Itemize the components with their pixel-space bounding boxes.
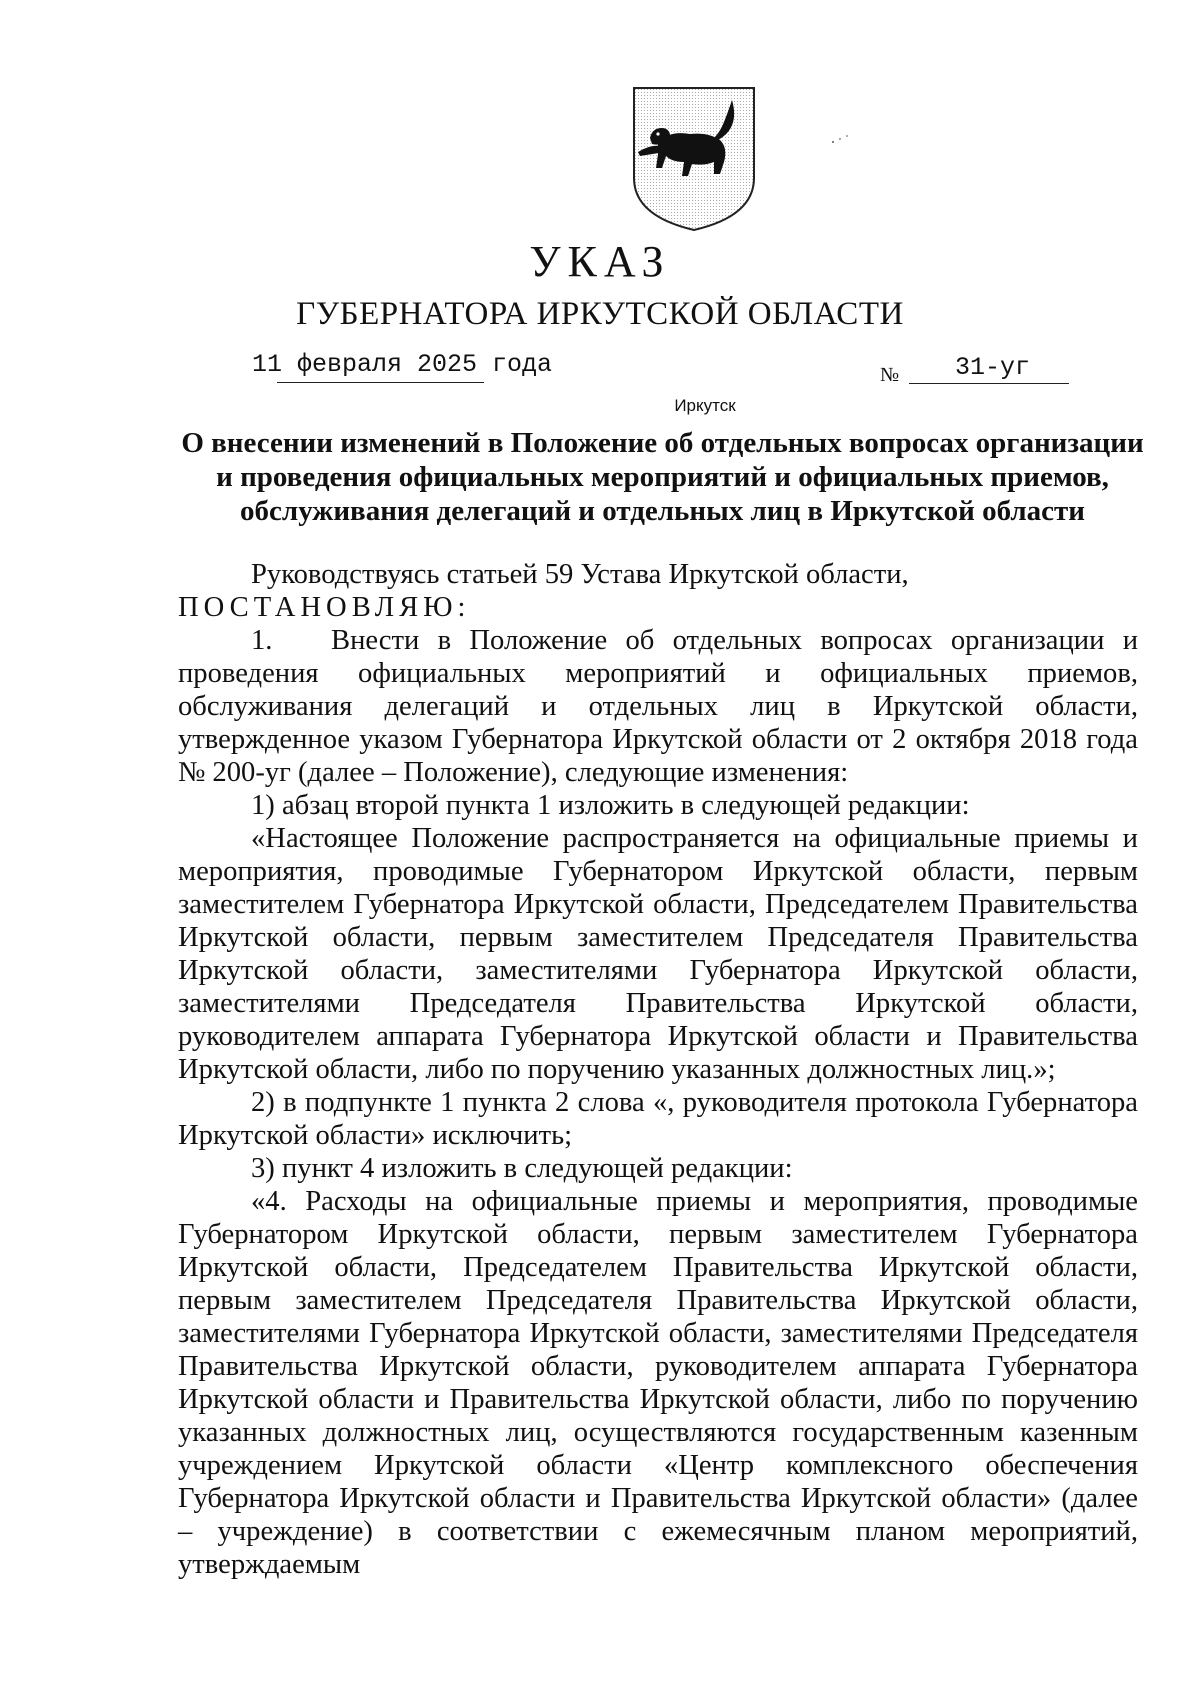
document-type-title: УКАЗ: [529, 237, 671, 286]
decree-body: [178, 558, 1138, 1581]
item-1-text: Внести в Положение об отдельных вопросах организации и проведения официальных мероприятий и официальных приемов, обслуживания делегаций и отдельных лиц в Иркутской области, утвержденное указом Губернатора Иркутской области от 2 октября 2018 года № 200-уг (далее – Положение), следующие изменения:: [178, 625, 1138, 788]
coat-of-arms-icon: [628, 82, 760, 234]
quote-2-paragraph: «4. Расходы на официальные приемы и мероприятия, проводимые Губернатором Иркутской области, первым заместителем Губернатора Иркутской области, Председателем Правительства Иркутской области, первым заместителем Председателя Правительства Иркутской области, заместителями Губернатора Иркутской области, заместителями Председателя Правительства Иркутской области, руководителем аппарата Губернатора Иркутской области и Правительства Иркутской области, либо по поручению указанных должностных лиц, осуществляются государственным казенным учреждением Иркутской области «Центр комплексного обеспечения Губернатора Иркутской области и Правительства Иркутской области» (далее – учреждение) в соответствии с ежемесячным планом мероприятий, утверждаемым: [178, 1186, 1138, 1580]
decree-date: 11 февраля 2025 года: [252, 350, 553, 379]
subitem-3-paragraph: 3) пункт 4 изложить в следующей редакции:: [251, 1153, 793, 1184]
decree-word: ПОСТАНОВЛЯЮ:: [178, 592, 471, 623]
item-1-paragraph: [178, 624, 1138, 789]
issuer-title: ГУБЕРНАТОРА ИРКУТСКОЙ ОБЛАСТИ: [296, 296, 904, 332]
number-sign: №: [880, 364, 900, 386]
decree-heading: О внесении изменений в Положение об отдельных вопросах организации и проведения официальных мероприятий и официальных приемов, обслуживания делегаций и отдельных лиц в Иркутской области: [181, 427, 1144, 527]
scan-speck-decoration: [830, 134, 850, 144]
number-underline: [909, 383, 1069, 384]
city-name: Иркутск: [674, 396, 736, 415]
item-1-number: 1.: [251, 625, 273, 656]
subitem-1-paragraph: 1) абзац второй пункта 1 изложить в следующей редакции:: [251, 790, 970, 821]
decree-number: 31-уг: [955, 353, 1031, 382]
quote-1-paragraph: «Настоящее Положение распространяется на официальные приемы и мероприятия, проводимые Губернатором Иркутской области, первым заместителем Губернатора Иркутской области, Председателем Правительства Иркутской области, первым заместителем Председателя Правительства Иркутской области, заместителями Губернатора Иркутской области, заместителями Председателя Правительства Иркутской области, руководителем аппарата Губернатора Иркутской области и Правительства Иркутской области, либо по поручению указанных должностных лиц.»;: [178, 823, 1138, 1085]
preamble-paragraph: Руководствуясь статьей 59 Устава Иркутской области,: [251, 559, 909, 590]
subitem-2-paragraph: 2) в подпункте 1 пункта 2 слова «, руководителя протокола Губернатора Иркутской области» исключить;: [178, 1087, 1138, 1151]
date-underline: [277, 382, 484, 383]
